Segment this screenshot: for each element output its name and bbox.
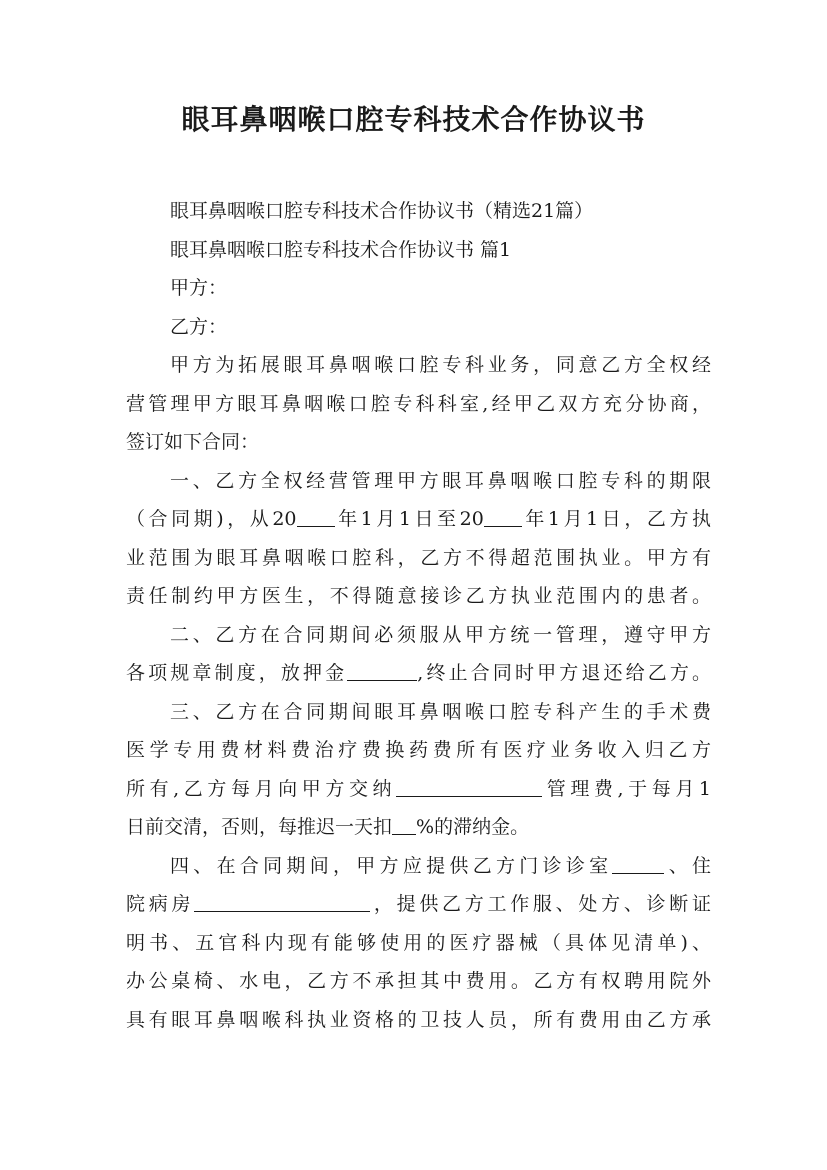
line-text: 四、在合同期间，甲方应提供乙方门诊诊室 <box>170 854 613 877</box>
paragraph-line: 具有眼耳鼻咽喉科执业资格的卫技人员，所有费用由乙方承 <box>126 1008 711 1031</box>
paragraph-line: 医学专用费材料费治疗费换药费所有医疗业务收入归乙方 <box>126 739 711 761</box>
line-text: （合同期)，从20 <box>126 508 297 530</box>
blank-deposit <box>347 658 417 681</box>
paragraph-line: 签订如下合同： <box>126 431 260 453</box>
blank-year-start <box>297 504 335 527</box>
line-text: 日前交清，否则，每推迟一天扣 <box>126 816 393 838</box>
paragraph-line: 明书、五官科内现有能够使用的医疗器械（具体见清单)、 <box>126 931 711 954</box>
line-text: 、住 <box>664 854 711 877</box>
line-text: ,终止合同时甲方退还给乙方。 <box>417 662 711 684</box>
paragraph-line <box>126 808 711 847</box>
document-title: 眼耳鼻咽喉口腔专科技术合作协议书 <box>181 103 646 136</box>
paragraph-line <box>126 847 711 886</box>
line-text: 年1月1日至20 <box>334 508 484 530</box>
party-a-label: 甲方： <box>170 277 228 299</box>
line-text: 所有,乙方每月向甲方交纳 <box>126 777 397 800</box>
paragraph-line <box>126 500 711 539</box>
paragraph-line: 眼耳鼻咽喉口腔专科技术合作协议书（精选21篇） <box>170 200 594 222</box>
blank-year-end <box>484 504 522 527</box>
paragraph-line: 眼耳鼻咽喉口腔专科技术合作协议书 篇1 <box>170 238 512 261</box>
paragraph-line: 甲方为拓展眼耳鼻咽喉口腔专科业务，同意乙方全权经 <box>170 354 711 376</box>
paragraph-line: 一、乙方全权经营管理甲方眼耳鼻咽喉口腔专科的期限 <box>170 469 711 492</box>
line-text: %的滞纳金。 <box>416 816 530 838</box>
blank-management-fee <box>396 774 542 797</box>
blank-ward <box>194 889 370 912</box>
paragraph-line <box>126 654 711 693</box>
line-text: 院病房 <box>126 893 195 915</box>
paragraph-line <box>126 885 711 924</box>
paragraph-line: 业范围为眼耳鼻咽喉口腔科，乙方不得超范围执业。甲方有 <box>126 546 711 569</box>
line-text: 各项规章制度，放押金 <box>126 662 348 684</box>
paragraph-line: 三、乙方在合同期间眼耳鼻咽喉口腔专科产生的手术费 <box>170 700 711 723</box>
blank-clinic-room <box>612 851 664 874</box>
paragraph-line <box>126 770 711 809</box>
paragraph-line: 二、乙方在合同期间必须服从甲方统一管理，遵守甲方 <box>170 623 711 646</box>
party-b-label: 乙方： <box>170 315 228 338</box>
line-text: 管理费,于每月1 <box>542 777 711 800</box>
blank-late-fee-rate <box>392 812 416 835</box>
paragraph-line: 办公桌椅、水电，乙方不承担其中费用。乙方有权聘用院外 <box>126 970 711 992</box>
line-text: ，提供乙方工作服、处方、诊断证 <box>370 893 711 915</box>
paragraph-line: 责任制约甲方医生，不得随意接诊乙方执业范围内的患者。 <box>126 585 711 607</box>
document-body <box>126 192 711 1039</box>
paragraph-line: 营管理甲方眼耳鼻咽喉口腔专科科室,经甲乙双方充分协商， <box>126 392 711 415</box>
line-text: 年1月1日，乙方执 <box>521 508 712 530</box>
